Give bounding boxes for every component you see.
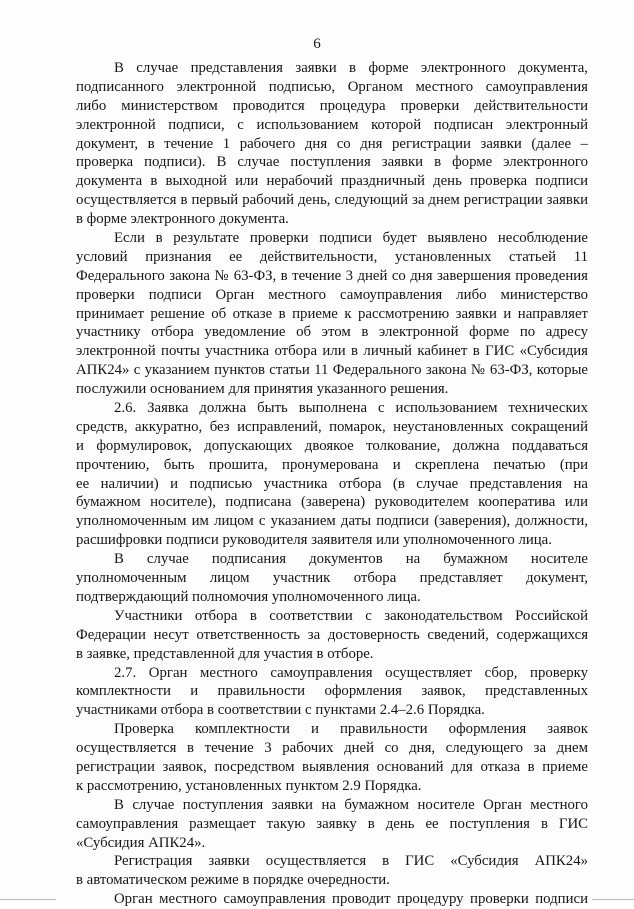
- paragraph: [76, 229, 588, 399]
- scan-edge-mark-right: [592, 899, 634, 900]
- text-line: электронной подписи, с использованием которой подписан электронный: [76, 116, 588, 133]
- text-line: в автоматическом режиме в порядке очередности.: [76, 872, 390, 889]
- text-line: документ, в течение 1 рабочего дня со дня регистрации заявки (далее –: [76, 135, 588, 152]
- text-line: 2.6. Заявка должна быть выполнена с использованием технических: [114, 400, 588, 417]
- text-line: Регистрация заявки осуществляется в ГИС «Субсидия АПК24»: [114, 853, 588, 870]
- text-line: условий признания ее действительности, установленных статьей 11: [76, 248, 588, 265]
- paragraph: [76, 550, 588, 607]
- text-line: регистрации заявок, посредством выявления оснований для отказа в приеме: [76, 758, 588, 775]
- paragraph: [76, 796, 588, 853]
- text-line: Орган местного самоуправления проводит процедуру проверки подписи: [114, 891, 588, 908]
- text-line: Участники отбора в соответствии с законодательством Российской: [114, 607, 588, 624]
- text-line: ее наличии) и подписью участника отбора (в случае представления на: [76, 475, 588, 492]
- text-line: «Субсидия АПК24».: [76, 834, 206, 851]
- text-line: В случае представления заявки в форме электронного документа,: [114, 60, 588, 76]
- text-line: и формулировок, допускающих двоякое толкование, должна поддаваться: [76, 437, 588, 454]
- text-line: либо министерством проводится процедура проверки действительности: [76, 97, 588, 114]
- text-line: уполномоченным им лицом с указанием даты подписи (заверения), должности,: [76, 513, 588, 530]
- text-line: бумажном носителе), подписана (заверена) руководителем кооператива или: [76, 494, 588, 511]
- text-line: документа в выходной или нерабочий праздничный день проверка подписи: [76, 173, 588, 190]
- text-line: проверка подписи). В случае поступления заявки в форме электронного: [76, 154, 588, 171]
- text-line: подписанного электронной подписью, Органом местного самоуправления: [76, 78, 588, 95]
- text-line: самоуправления размещает такую заявку в день ее поступления в ГИС: [76, 815, 588, 832]
- scan-edge-mark-left: [0, 899, 56, 900]
- paragraph: [76, 852, 588, 890]
- text-line: электронной почты участника отбора или в личный кабинет в ГИС «Субсидия: [76, 343, 588, 360]
- text-line: прочтению, быть прошита, пронумерована и скреплена печатью (при: [76, 456, 588, 473]
- text-line: осуществляется в первый рабочий день, следующий за днем регистрации заявки: [76, 192, 588, 209]
- text-line: комплектности и правильности оформления заявок, представленных: [76, 683, 588, 700]
- page-number: 6: [313, 36, 321, 52]
- text-line: В случае поступления заявки на бумажном носителе Орган местного: [114, 796, 588, 813]
- paragraph: [76, 607, 588, 664]
- text-line: проверки подписи Орган местного самоуправления либо министерство: [76, 286, 588, 303]
- text-line: уполномоченным лицом участник отбора представляет документ,: [76, 570, 588, 587]
- text-line: к рассмотрению, установленных пунктом 2.9 Порядка.: [76, 777, 422, 794]
- text-line: В случае подписания документов на бумажном носителе: [114, 551, 588, 568]
- text-line: Проверка комплектности и правильности оформления заявок: [114, 721, 588, 738]
- text-line: 2.7. Орган местного самоуправления осуществляет сбор, проверку: [114, 664, 588, 681]
- text-line: осуществляется в течение 3 рабочих дней со дня, следующего за днем: [76, 740, 588, 757]
- text-line: в заявке, представленной для участия в отборе.: [76, 645, 374, 662]
- text-line: в форме электронного документа.: [76, 211, 289, 228]
- paragraph: [76, 399, 588, 550]
- paragraph: [76, 890, 588, 909]
- paragraph: [76, 720, 588, 796]
- text-line: АПК24» с указанием пунктов статьи 11 Федерального закона № 63-ФЗ, которые: [76, 362, 588, 379]
- text-line: средств, аккуратно, без исправлений, помарок, неустановленных сокращений: [76, 418, 588, 435]
- text-line: Если в результате проверки подписи будет выявлено несоблюдение: [114, 230, 588, 247]
- paragraph: [76, 664, 588, 721]
- text-line: Федерации несут ответственность за достоверность сведений, содержащихся: [76, 626, 588, 643]
- text-line: расшифровки подписи руководителя заявителя или уполномоченного лица.: [76, 532, 552, 549]
- text-line: послужили основанием для принятия указанного решения.: [76, 381, 449, 398]
- text-line: Федерального закона № 63-ФЗ, в течение 3 дней со дня завершения проведения: [76, 267, 588, 284]
- text-line: участниками отбора в соответствии с пунктами 2.4–2.6 Порядка.: [76, 702, 485, 719]
- text-line: принимает решение об отказе в приеме к рассмотрению заявки и направляет: [76, 305, 588, 322]
- text-line: подтверждающий полномочия уполномоченного лица.: [76, 588, 421, 605]
- document-body: [76, 59, 588, 909]
- paragraph: [76, 59, 588, 229]
- text-line: участнику отбора уведомление об этом в электронной форме по адресу: [76, 324, 588, 341]
